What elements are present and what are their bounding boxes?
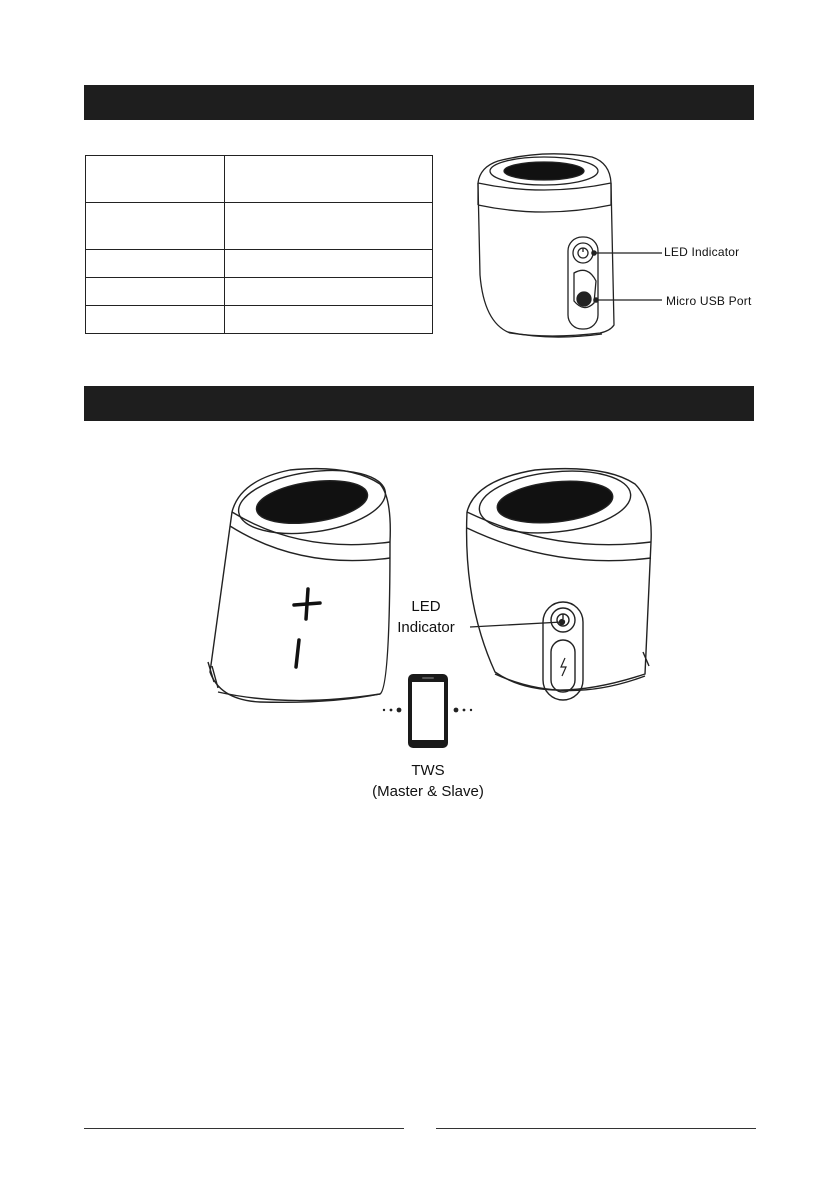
- callout-lines-top: [590, 245, 665, 315]
- section-header-bar-1: [84, 85, 754, 120]
- footer-rule-right: [436, 1128, 756, 1129]
- table-cell-label: [86, 306, 225, 334]
- table-cell-value: [225, 306, 433, 334]
- volume-down-icon[interactable]: [290, 638, 304, 670]
- table-row: [86, 306, 433, 334]
- smartphone-icon: [378, 672, 478, 752]
- specification-table: [85, 155, 433, 334]
- table-cell-value: [225, 203, 433, 250]
- table-row: [86, 156, 433, 203]
- section-header-bar-2: [84, 386, 754, 421]
- table-cell-label: [86, 278, 225, 306]
- micro-usb-port-callout: Micro USB Port: [666, 294, 752, 308]
- speaker-front-illustration: [200, 462, 400, 707]
- table-row: [86, 250, 433, 278]
- tws-label-line-1: TWS: [411, 762, 445, 779]
- led-label-line-2: Indicator: [397, 619, 455, 636]
- speaker-back-illustration-2: [455, 462, 665, 707]
- table-cell-label: [86, 250, 225, 278]
- led-indicator-label: [388, 596, 464, 638]
- table-cell-value: [225, 156, 433, 203]
- footer-rule-left: [84, 1128, 404, 1129]
- tws-label-line-2: (Master & Slave): [372, 783, 484, 800]
- table-cell-label: [86, 203, 225, 250]
- volume-up-icon[interactable]: [294, 589, 318, 619]
- led-label-line-1: LED: [411, 598, 441, 615]
- led-indicator-callout: LED Indicator: [664, 245, 740, 259]
- table-cell-label: [86, 156, 225, 203]
- table-row: [86, 278, 433, 306]
- table-row: [86, 203, 433, 250]
- table-cell-value: [225, 278, 433, 306]
- led-callout-line: [468, 616, 568, 632]
- tws-label: [358, 760, 498, 802]
- table-cell-value: [225, 250, 433, 278]
